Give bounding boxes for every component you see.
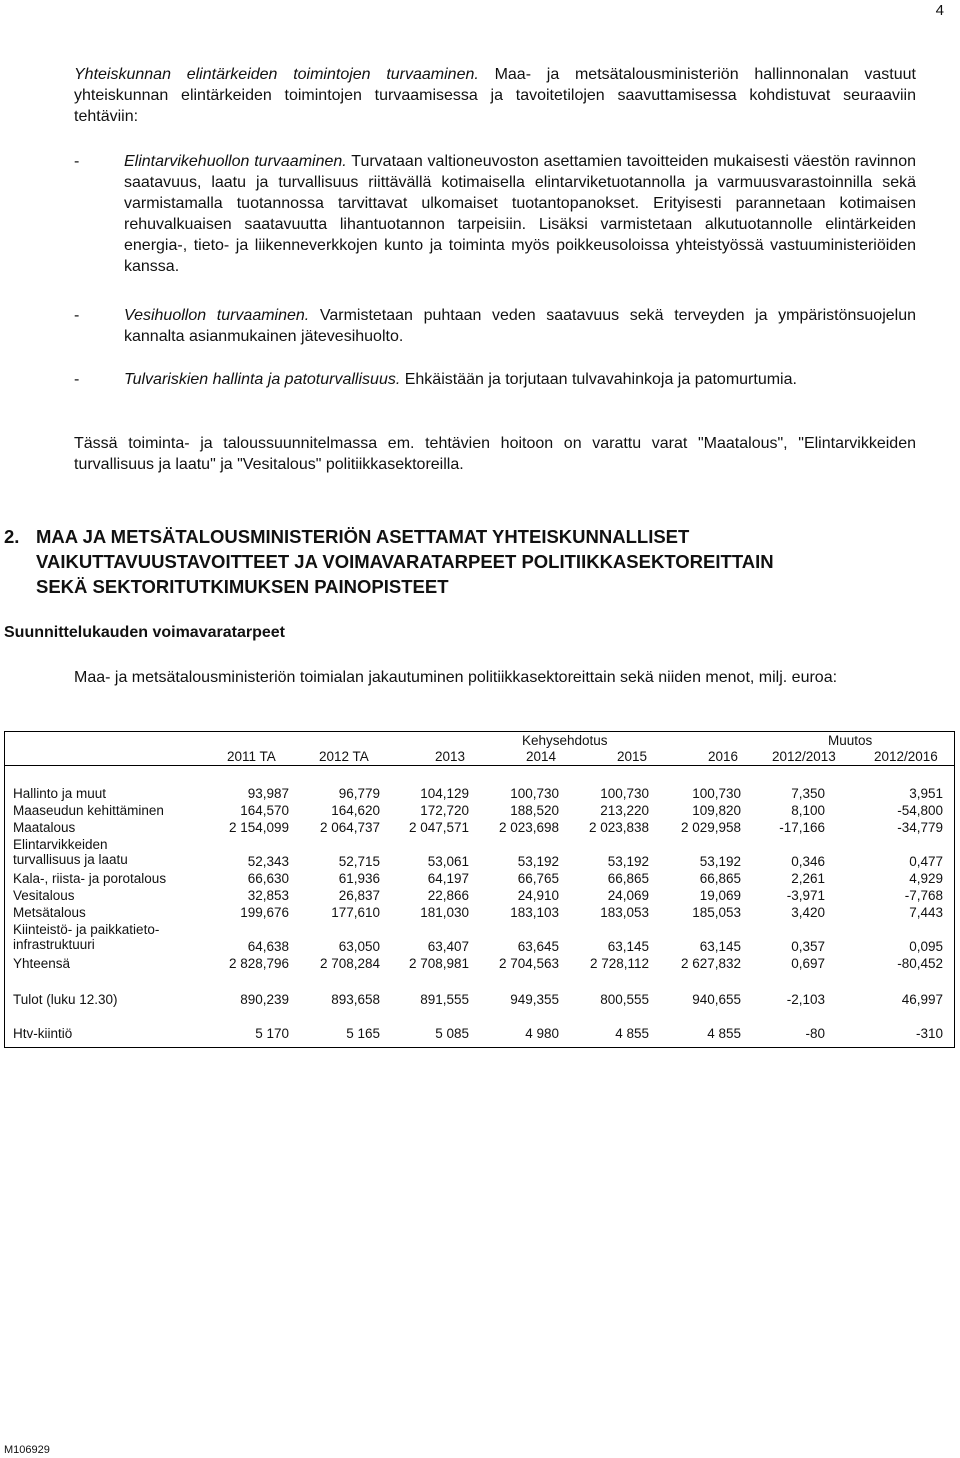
row-label-line: Kiinteistö- ja paikkatieto-	[13, 922, 160, 937]
table-cell: -310	[915, 1026, 943, 1041]
table-cell: 63,407	[427, 939, 469, 954]
table-cell: -7,768	[904, 888, 943, 903]
table-cell: 2 708,981	[408, 956, 469, 971]
table-cell: 2 029,958	[680, 820, 741, 835]
table-cell: 24,910	[517, 888, 559, 903]
table-cell: 893,658	[331, 992, 380, 1007]
table-cell: 2 154,099	[228, 820, 289, 835]
row-label	[13, 803, 164, 818]
table-cell: 949,355	[510, 992, 559, 1007]
bullet-text: Turvataan valtioneuvoston asettamien tavoitteiden mukaisesti väestön ravinnon saatavuus, laatu ja turvallisuus riittävällä kotimaisella elintarviketuotannolla ja varmuusvarastoinnilla sekä varmistamalla tuotannossa tarvittavat ulkomaiset tuotantopanokset. Erityisesti parannetaan kotimaisen rehuvalkuaisen saatavuutta lihantuotannon tarpeisiin. Lisäksi varmistetaan alkutuotannolle elintärkeiden energia-, tieto- ja liikenneverkkojen kunto ja toiminta myös poikkeusoloissa yhteistyössä vastuuministeriöiden kanssa.	[124, 153, 916, 275]
table-cell: 199,676	[240, 905, 289, 920]
table-cell: -54,800	[897, 803, 943, 818]
table-cell: 66,865	[607, 871, 649, 886]
table-row	[5, 786, 954, 803]
table-cell: 100,730	[600, 786, 649, 801]
bullet-flood-risk	[74, 369, 916, 390]
table-cell: 53,061	[427, 854, 469, 869]
document-id: M106929	[4, 1444, 50, 1456]
table-cell: -34,779	[897, 820, 943, 835]
table-cell: 53,192	[517, 854, 559, 869]
column-header: 2015	[617, 749, 648, 764]
table-cell: 0,357	[791, 939, 825, 954]
row-label	[13, 992, 118, 1007]
table-cell: 52,343	[247, 854, 289, 869]
row-label	[13, 922, 159, 952]
row-label-line: Yhteensä	[13, 956, 71, 971]
table-row	[5, 837, 954, 871]
table-row	[5, 820, 954, 837]
table-cell: 2,261	[791, 871, 825, 886]
row-label	[13, 820, 75, 835]
table-row	[5, 1026, 954, 1043]
table-row	[5, 871, 954, 888]
table-cell: 2 023,838	[588, 820, 649, 835]
table-cell: 63,145	[699, 939, 741, 954]
row-label-line: Hallinto ja muut	[13, 786, 107, 801]
table-row	[5, 992, 954, 1009]
table-row	[5, 803, 954, 820]
table-cell: 2 828,796	[228, 956, 289, 971]
section-title-line: MAA JA METSÄTALOUSMINISTERIÖN ASETTAMAT YHTEISKUNNALLISET	[36, 526, 690, 547]
table-cell: -3,971	[786, 888, 825, 903]
column-header: 2012 TA	[319, 749, 369, 764]
bullet-water-supply	[74, 305, 916, 347]
table-cell: -80,452	[897, 956, 943, 971]
table-cell: 2 023,698	[498, 820, 559, 835]
row-label	[13, 871, 166, 886]
table-cell: 5 085	[435, 1026, 469, 1041]
table-cell: 185,053	[692, 905, 741, 920]
bullet-food-supply	[74, 151, 916, 277]
table-cell: 109,820	[692, 803, 741, 818]
column-header: 2011 TA	[227, 749, 276, 764]
table-cell: -80	[805, 1026, 825, 1041]
table-cell: 32,853	[247, 888, 289, 903]
column-header: 2016	[708, 749, 739, 764]
intro-text: Maa- ja metsätalousministeriön hallinnonalan vastuut yhteiskunnan elintärkeiden toimintojen turvaamisessa ja tavoitetilojen saavuttamisessa kohdistuvat seuraaviin tehtäviin:	[74, 66, 916, 125]
bullet-dash: -	[74, 153, 80, 170]
table-cell: 63,145	[607, 939, 649, 954]
row-label-line: Kala-, riista- ja porotalous	[13, 871, 167, 886]
row-label	[13, 956, 70, 971]
table-row	[5, 956, 954, 973]
table-cell: 172,720	[420, 803, 469, 818]
table-cell: 8,100	[791, 803, 825, 818]
table-body	[4, 766, 955, 1048]
bullet-dash: -	[74, 307, 80, 324]
intro-italic-lead: Yhteiskunnan elintärkeiden toimintojen turvaaminen.	[74, 66, 479, 83]
section-title-line: SEKÄ SEKTORITUTKIMUKSEN PAINOPISTEET	[36, 576, 449, 597]
table-cell: 177,610	[331, 905, 380, 920]
bullet-dash: -	[74, 371, 80, 388]
row-label	[13, 905, 86, 920]
table-cell: 66,765	[517, 871, 559, 886]
section-heading	[4, 524, 944, 599]
row-label-line: infrastruktuuri	[13, 937, 95, 952]
table-cell: 2 047,571	[408, 820, 469, 835]
table-cell: 22,866	[427, 888, 469, 903]
row-label-line: Vesitalous	[13, 888, 75, 903]
table-cell: 4 980	[525, 1026, 559, 1041]
column-header: 2014	[526, 749, 557, 764]
table-row	[5, 922, 954, 956]
table-cell: 4 855	[615, 1026, 649, 1041]
table-cell: 66,630	[247, 871, 289, 886]
intro-paragraph	[74, 64, 916, 127]
row-label	[13, 786, 106, 801]
table-cell: 0,697	[791, 956, 825, 971]
column-header: 2012/2013	[772, 749, 836, 764]
bullet-text: Ehkäistään ja torjutaan tulvavahinkoja ja patomurtumia.	[400, 371, 797, 388]
table-cell: 7,350	[791, 786, 825, 801]
table-cell: 940,655	[692, 992, 741, 1007]
table-cell: 2 627,832	[680, 956, 741, 971]
table-row	[5, 888, 954, 905]
table-cell: 52,715	[338, 854, 380, 869]
table-cell: 63,050	[338, 939, 380, 954]
table-cell: 4,929	[909, 871, 943, 886]
group-header-kehys: Kehysehdotus	[522, 733, 608, 748]
row-label	[13, 1026, 72, 1041]
table-cell: 61,936	[338, 871, 380, 886]
table-cell: 24,069	[607, 888, 649, 903]
table-cell: 2 708,284	[319, 956, 380, 971]
table-cell: 96,779	[338, 786, 380, 801]
table-cell: 5 170	[255, 1026, 289, 1041]
table-cell: 183,103	[510, 905, 559, 920]
table-cell: 104,129	[420, 786, 469, 801]
table-cell: 183,053	[600, 905, 649, 920]
section-number: 2.	[4, 526, 20, 547]
table-cell: 64,638	[247, 939, 289, 954]
row-label-line: Maatalous	[13, 820, 76, 835]
row-label-line: Maaseudun kehittäminen	[13, 803, 164, 818]
section-title-line: VAIKUTTAVUUSTAVOITTEET JA VOIMAVARATARPEET POLITIIKKASEKTOREITTAIN	[36, 551, 774, 572]
table-cell: 164,620	[331, 803, 380, 818]
table-cell: 53,192	[607, 854, 649, 869]
row-label-line: Elintarvikkeiden	[13, 837, 108, 852]
bullet-italic-lead: Vesihuollon turvaaminen.	[124, 307, 310, 324]
row-label-line: Metsätalous	[13, 905, 86, 920]
closing-paragraph: Tässä toiminta- ja taloussuunnitelmassa em. tehtävien hoitoon on varattu varat "Maatalous", "Elintarvikkeiden turvallisuus ja laatu" ja "Vesitalous" politiikkasektoreilla.	[74, 435, 916, 473]
table-cell: 100,730	[510, 786, 559, 801]
table-cell: 53,192	[699, 854, 741, 869]
table-cell: 19,069	[699, 888, 741, 903]
table-cell: 0,346	[791, 854, 825, 869]
table-intro: Maa- ja metsätalousministeriön toimialan jakautuminen politiikkasektoreittain sekä niiden menot, milj. euroa:	[74, 669, 838, 686]
table-cell: 63,645	[517, 939, 559, 954]
table-cell: 4 855	[707, 1026, 741, 1041]
table-cell: 64,197	[427, 871, 469, 886]
row-label-line: Htv-kiintiö	[13, 1026, 73, 1041]
table-cell: -17,166	[779, 820, 825, 835]
table-row	[5, 905, 954, 922]
table-header	[4, 731, 955, 766]
bullet-italic-lead: Tulvariskien hallinta ja patoturvallisuus.	[124, 371, 401, 388]
table-cell: 66,865	[699, 871, 741, 886]
table-cell: 890,239	[240, 992, 289, 1007]
page-number: 4	[935, 2, 944, 19]
table-cell: 3,420	[791, 905, 825, 920]
table-cell: 7,443	[909, 905, 943, 920]
table-cell: 0,477	[909, 854, 943, 869]
table-cell: 181,030	[420, 905, 469, 920]
table-cell: 2 704,563	[498, 956, 559, 971]
subheading: Suunnittelukauden voimavaratarpeet	[4, 624, 285, 641]
row-label-line: Tulot (luku 12.30)	[13, 992, 118, 1007]
table-cell: 188,520	[510, 803, 559, 818]
table-cell: 3,951	[909, 786, 943, 801]
column-header: 2012/2016	[874, 749, 938, 764]
row-label-line: turvallisuus ja laatu	[13, 852, 128, 867]
table-cell: 213,220	[600, 803, 649, 818]
table-cell: 2 728,112	[589, 956, 649, 971]
table-cell: 93,987	[247, 786, 289, 801]
table-cell: 800,555	[600, 992, 649, 1007]
table-cell: 100,730	[692, 786, 741, 801]
row-label	[13, 837, 128, 867]
table-cell: 2 064,737	[319, 820, 380, 835]
table-cell: -2,103	[786, 992, 825, 1007]
bullet-text: Varmistetaan puhtaan veden saatavuus sekä terveyden ja ympäristönsuojelun kannalta asianmukainen jätevesihuolto.	[124, 307, 916, 345]
column-header: 2013	[435, 749, 466, 764]
budget-table	[4, 731, 955, 1048]
bullet-italic-lead: Elintarvikehuollon turvaaminen.	[124, 153, 347, 170]
table-cell: 5 165	[346, 1026, 380, 1041]
table-cell: 891,555	[420, 992, 469, 1007]
table-cell: 0,095	[909, 939, 943, 954]
group-header-muutos: Muutos	[828, 733, 873, 748]
table-cell: 164,570	[240, 803, 289, 818]
table-cell: 46,997	[901, 992, 943, 1007]
row-label	[13, 888, 75, 903]
table-cell: 26,837	[338, 888, 380, 903]
